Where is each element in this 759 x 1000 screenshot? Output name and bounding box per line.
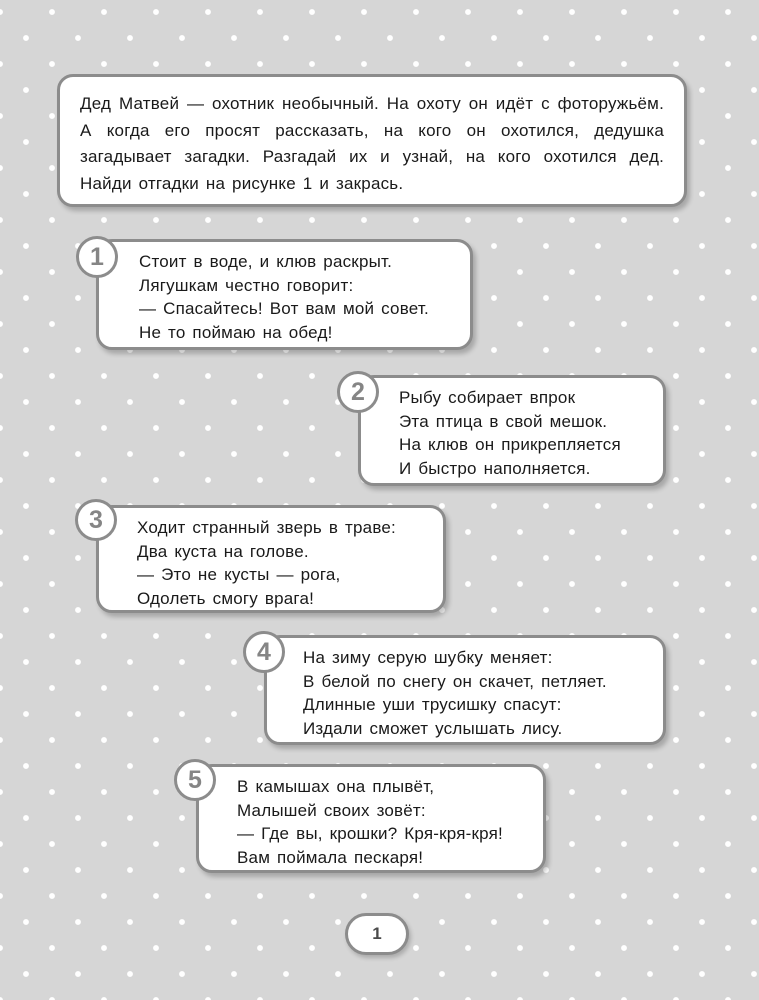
riddle-card-5 bbox=[196, 764, 546, 873]
riddle-1-line-2: Лягушкам честно говорит: bbox=[139, 275, 354, 295]
riddle-5-line-1: В камышах она плывёт, bbox=[237, 777, 435, 796]
riddle-3-line-1: Ходит странный зверь в траве: bbox=[137, 518, 396, 537]
riddle-1-number-badge: 1 bbox=[76, 236, 118, 278]
riddle-4-line-4: Издали сможет услышать лису. bbox=[303, 718, 563, 738]
riddle-4-number-badge: 4 bbox=[243, 631, 285, 673]
riddle-2-line-1: Рыбу собирает впрок bbox=[399, 388, 576, 407]
riddle-5-line-4: Вам поймала пескаря! bbox=[237, 847, 424, 867]
riddle-1-line-4: Не то поймаю на обед! bbox=[139, 322, 333, 342]
riddle-2-line-2: Эта птица в свой мешок. bbox=[399, 411, 608, 431]
riddle-5-number-badge: 5 bbox=[174, 759, 216, 801]
riddle-2-line-4: И быстро наполняется. bbox=[399, 458, 591, 478]
riddle-4-line-3: Длинные уши трусишку спасут: bbox=[303, 695, 562, 714]
page-number: 1 bbox=[345, 913, 409, 955]
riddle-1-line-3: — Спасайтесь! Вот вам мой совет. bbox=[139, 299, 429, 318]
riddle-5-line-3: — Где вы, крошки? Кря-кря-кря! bbox=[237, 824, 503, 843]
riddle-3-number-badge: 3 bbox=[75, 499, 117, 541]
riddle-card-3 bbox=[96, 505, 446, 613]
riddle-3-line-2: Два куста на голове. bbox=[137, 541, 309, 561]
riddle-3-line-3: — Это не кусты — рога, bbox=[137, 565, 341, 584]
riddle-card-4 bbox=[264, 635, 666, 745]
riddle-1-line-1: Стоит в воде, и клюв раскрыт. bbox=[139, 252, 393, 271]
riddle-2-number-badge: 2 bbox=[337, 371, 379, 413]
riddle-5-line-2: Малышей своих зовёт: bbox=[237, 800, 426, 820]
riddle-card-2 bbox=[358, 375, 666, 486]
intro-text: Дед Матвей — охотник необычный. На охоту он идёт с фоторужьём. А когда его просят рассказать, на кого он охотился, дедушка загадывает загадки. Разгадай их и узнай, на кого охотился дед. Найди отгадки на рисунке 1 и закрась. bbox=[80, 94, 664, 193]
riddle-3-line-4: Одолеть смогу врага! bbox=[137, 588, 315, 608]
riddle-4-line-2: В белой по снегу он скачет, петляет. bbox=[303, 671, 607, 691]
riddle-4-line-1: На зиму серую шубку меняет: bbox=[303, 648, 553, 667]
riddle-card-1 bbox=[96, 239, 473, 350]
riddle-2-line-3: На клюв он прикрепляется bbox=[399, 435, 621, 454]
intro-card bbox=[57, 74, 687, 207]
